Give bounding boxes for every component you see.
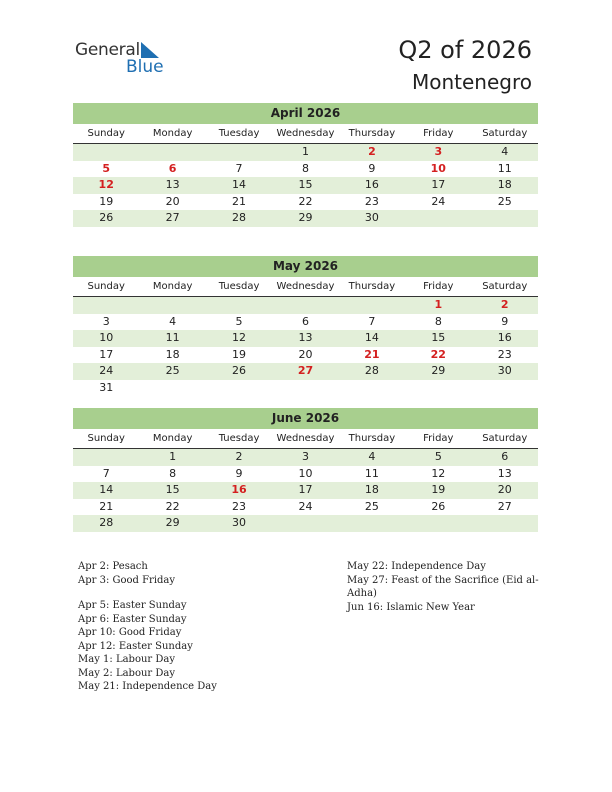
holiday-day-cell: 2	[368, 145, 376, 158]
day-cell	[472, 515, 538, 532]
holiday-note: May 1: Labour Day	[78, 654, 175, 665]
day-cell	[339, 515, 405, 532]
day-cell	[73, 144, 139, 161]
day-cell: 7	[235, 161, 243, 175]
day-cell: 19	[232, 347, 247, 361]
weekday-header-row	[73, 277, 538, 297]
holiday-day-cell: 16	[231, 483, 247, 497]
day-cell: 24	[298, 499, 313, 513]
day-cell: 7	[368, 314, 376, 328]
day-cell: 25	[165, 364, 180, 378]
day-cell	[272, 297, 338, 314]
day-cell: 30	[364, 211, 379, 225]
week-row	[73, 314, 538, 331]
holiday-note: May 21: Independence Day	[78, 681, 217, 692]
day-cell	[405, 210, 471, 227]
day-cell	[206, 144, 272, 161]
day-cell: 27	[497, 499, 512, 513]
day-cell	[139, 380, 205, 397]
day-cell: 28	[99, 516, 114, 530]
holiday-notes-right	[347, 560, 539, 614]
day-cell: 14	[364, 331, 379, 345]
day-cell: 14	[99, 483, 114, 497]
month-calendar	[73, 103, 538, 227]
day-cell: 30	[497, 364, 512, 378]
week-row	[73, 144, 538, 161]
day-cell: 23	[497, 347, 512, 361]
weekday-label: Saturday	[482, 281, 528, 292]
day-cell	[405, 515, 471, 532]
day-cell: 23	[232, 499, 247, 513]
day-cell: 17	[298, 483, 313, 497]
day-cell	[272, 380, 338, 397]
day-cell: 21	[99, 499, 114, 513]
day-cell: 20	[165, 194, 180, 208]
weekday-label: Monday	[152, 128, 193, 139]
month-header: April 2026	[73, 103, 538, 124]
holiday-day-cell: 12	[98, 178, 114, 192]
day-cell: 20	[497, 483, 512, 497]
day-cell: 5	[434, 450, 442, 463]
day-cell: 7	[102, 466, 110, 480]
day-cell: 29	[165, 516, 180, 530]
day-cell: 16	[364, 178, 379, 192]
weekday-label: Monday	[152, 281, 193, 292]
day-cell: 22	[165, 499, 180, 513]
week-row	[73, 466, 538, 483]
day-cell: 9	[235, 466, 243, 480]
day-cell: 9	[368, 161, 376, 175]
weekday-label: Friday	[423, 433, 454, 444]
day-cell	[206, 380, 272, 397]
page-title: Q2 of 2026	[398, 36, 532, 64]
day-cell	[339, 380, 405, 397]
day-cell	[472, 210, 538, 227]
day-cell: 16	[497, 331, 512, 345]
day-cell: 17	[99, 347, 114, 361]
day-cell: 30	[232, 516, 247, 530]
day-cell: 13	[165, 178, 180, 192]
holiday-note: Apr 10: Good Friday	[78, 627, 182, 638]
holiday-day-cell: 2	[500, 298, 509, 311]
day-cell: 15	[431, 331, 446, 345]
day-cell	[139, 144, 205, 161]
weekday-label: Tuesday	[218, 128, 260, 139]
weekday-label: Saturday	[482, 128, 528, 139]
weekday-label: Sunday	[87, 128, 125, 139]
day-cell: 25	[364, 499, 379, 513]
holiday-note: Apr 6: Easter Sunday	[78, 613, 187, 625]
day-cell: 29	[431, 364, 446, 378]
week-row	[73, 499, 538, 516]
logo-blue-text: Blue	[126, 57, 164, 77]
day-cell: 10	[99, 331, 114, 345]
day-cell: 31	[99, 380, 114, 394]
day-cell: 11	[165, 331, 180, 345]
week-row	[73, 449, 538, 466]
day-cell: 12	[232, 331, 247, 345]
day-cell: 19	[99, 194, 114, 208]
holiday-day-cell: 3	[434, 145, 443, 158]
weekday-header-row	[73, 429, 538, 449]
weekday-label: Thursday	[348, 281, 396, 292]
day-cell: 18	[165, 347, 180, 361]
holiday-note: Apr 3: Good Friday	[78, 574, 176, 586]
week-row	[73, 177, 538, 194]
weekday-label: Tuesday	[218, 433, 260, 444]
country-name: Montenegro	[411, 70, 532, 94]
day-cell: 24	[99, 364, 114, 378]
day-cell: 18	[364, 483, 379, 497]
day-cell: 10	[298, 466, 313, 480]
day-cell: 5	[235, 314, 243, 328]
holiday-day-cell: 1	[434, 298, 443, 311]
day-cell	[472, 380, 538, 397]
day-cell: 18	[497, 178, 512, 192]
day-cell: 9	[501, 314, 509, 328]
day-cell: 26	[232, 364, 247, 378]
week-row	[73, 380, 538, 397]
day-cell: 20	[298, 347, 313, 361]
day-cell: 29	[298, 211, 313, 225]
day-cell: 22	[298, 194, 313, 208]
month-header: June 2026	[73, 408, 538, 429]
day-cell: 28	[364, 364, 379, 378]
day-cell: 26	[431, 499, 446, 513]
holiday-note: May 22: Independence Day	[347, 561, 486, 572]
logo	[75, 40, 175, 80]
day-cell: 4	[368, 450, 376, 463]
holiday-note: Apr 5: Easter Sunday	[78, 600, 187, 611]
holiday-day-cell: 5	[102, 161, 111, 175]
weekday-label: Thursday	[348, 128, 396, 139]
holiday-notes-left	[78, 560, 217, 694]
day-cell: 6	[501, 450, 509, 463]
day-cell: 13	[298, 331, 313, 345]
day-cell: 21	[232, 194, 247, 208]
holiday-day-cell: 6	[168, 161, 177, 175]
day-cell: 13	[497, 466, 512, 480]
day-cell: 1	[169, 450, 177, 463]
day-cell: 15	[298, 178, 313, 192]
week-row	[73, 330, 538, 347]
day-cell	[206, 297, 272, 314]
holiday-note: Apr 2: Pesach	[78, 561, 148, 572]
weekday-label: Sunday	[87, 281, 125, 292]
week-row	[73, 347, 538, 364]
day-cell: 4	[169, 314, 177, 328]
day-cell: 3	[301, 450, 309, 463]
weekday-label: Wednesday	[276, 433, 335, 444]
day-cell	[272, 515, 338, 532]
weekday-label: Wednesday	[276, 281, 335, 292]
day-cell: 25	[497, 194, 512, 208]
weekday-label: Wednesday	[276, 128, 335, 139]
holiday-note: May 2: Labour Day	[78, 667, 175, 679]
day-cell: 4	[501, 145, 509, 158]
weekday-label: Thursday	[348, 433, 396, 444]
day-cell: 15	[165, 483, 180, 497]
month-calendar	[73, 256, 538, 397]
day-cell: 14	[232, 178, 247, 192]
weekday-header-row	[73, 124, 538, 144]
week-row	[73, 161, 538, 178]
week-row	[73, 297, 538, 314]
day-cell: 1	[301, 145, 309, 158]
day-cell: 3	[102, 314, 110, 328]
holiday-note: Apr 12: Easter Sunday	[78, 640, 193, 652]
weekday-label: Saturday	[482, 433, 528, 444]
day-cell: 8	[434, 314, 442, 328]
holiday-note: Adha)	[347, 588, 377, 599]
month-calendar	[73, 408, 538, 532]
day-cell: 19	[431, 483, 446, 497]
day-cell: 11	[364, 466, 379, 480]
day-cell: 8	[301, 161, 309, 175]
holiday-note: Jun 16: Islamic New Year	[347, 601, 475, 613]
day-cell: 8	[169, 466, 177, 480]
holiday-day-cell: 22	[430, 347, 446, 361]
holiday-day-cell: 21	[364, 347, 380, 361]
day-cell: 6	[301, 314, 309, 328]
weekday-label: Monday	[152, 433, 193, 444]
week-row	[73, 210, 538, 227]
day-cell: 23	[364, 194, 379, 208]
day-cell: 12	[431, 466, 446, 480]
day-cell	[405, 380, 471, 397]
logo-general-text: General	[75, 40, 140, 60]
week-row	[73, 363, 538, 380]
day-cell: 24	[431, 194, 446, 208]
holiday-day-cell: 10	[430, 161, 446, 175]
month-header: May 2026	[73, 256, 538, 277]
holiday-note: May 27: Feast of the Sacrifice (Eid al-	[347, 574, 539, 586]
day-cell: 27	[165, 211, 180, 225]
weekday-label: Tuesday	[218, 281, 260, 292]
week-row	[73, 194, 538, 211]
day-cell: 11	[497, 161, 512, 175]
day-cell: 26	[99, 211, 114, 225]
holiday-day-cell: 27	[297, 364, 314, 378]
day-cell: 2	[235, 450, 243, 463]
week-row	[73, 515, 538, 532]
day-cell	[73, 297, 139, 314]
day-cell	[339, 297, 405, 314]
week-row	[73, 482, 538, 499]
weekday-label: Sunday	[87, 433, 125, 444]
day-cell: 17	[431, 178, 446, 192]
weekday-label: Friday	[423, 128, 454, 139]
weekday-label: Friday	[423, 281, 454, 292]
day-cell	[139, 297, 205, 314]
day-cell: 28	[232, 211, 247, 225]
day-cell	[73, 449, 139, 466]
